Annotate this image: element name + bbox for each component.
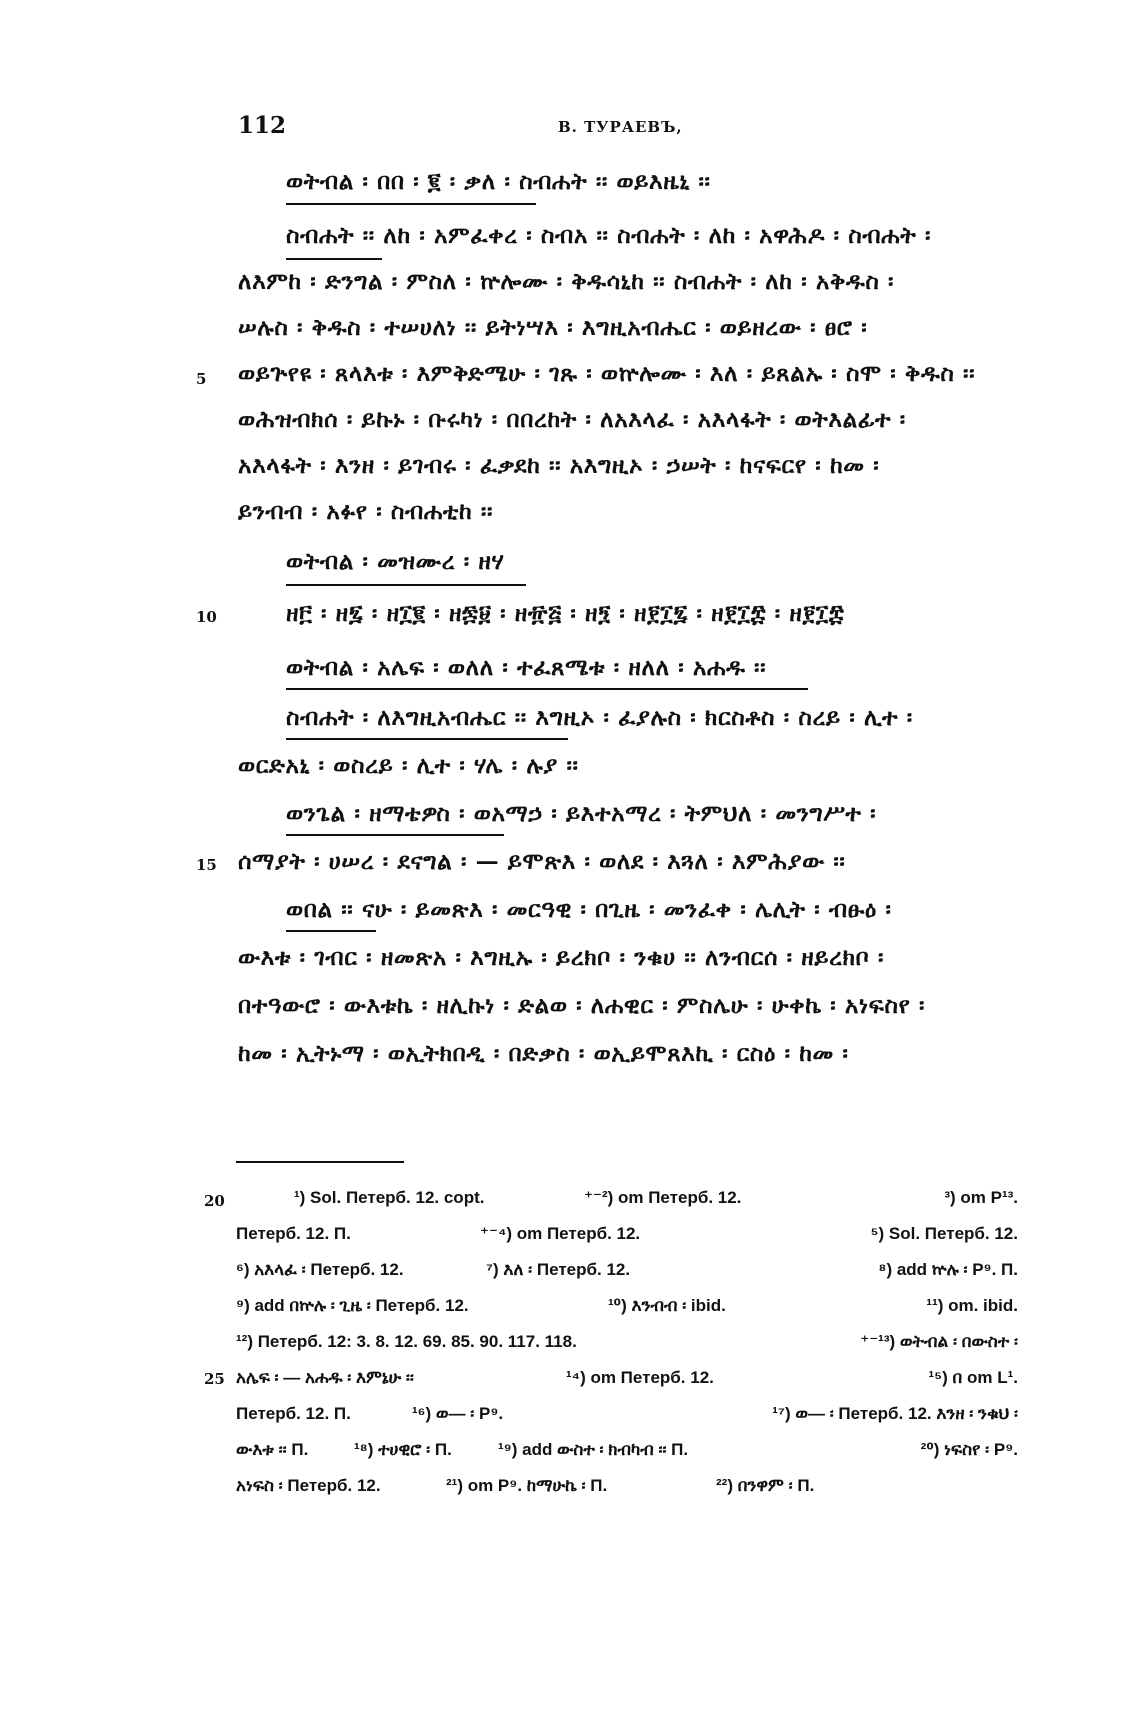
footnote: ⁶) አእላፈ ፡ Петерб. 12. [236, 1260, 404, 1279]
footnote: ¹⁶) ወ— ፡ P⁹. [412, 1404, 504, 1423]
page-header [238, 112, 1018, 152]
text-line: ከመ ፡ ኢትኑማ ፡ ወኢትክበዲ ፡ በድቃስ ፡ ወኢይሞጸእኪ ፡ ርስዕ ፡ ከመ ፡ [238, 1040, 849, 1067]
line-number: 25 [204, 1370, 225, 1388]
rubric-underline [286, 688, 808, 690]
footnote: ²²) በንዋም ፡ П. [716, 1476, 815, 1495]
footnote: ¹) Sol. Петерб. 12. copt. [294, 1188, 485, 1207]
footnote-line [236, 1224, 1018, 1258]
footnote: ⁺⁻¹³) ወትብል ፡ በውስተ ፡ [860, 1332, 1018, 1351]
rubric-underline [286, 203, 536, 205]
text-line: ወትብል ፡ አሌፍ ፡ ወለለ ፡ ተፈጸሜቱ ፡ ዘለለ ፡ አሐዱ ፡፡ [286, 654, 767, 681]
line-number: 15 [196, 856, 217, 874]
footnote-line [236, 1332, 1018, 1366]
text-line: ስብሐት ፡ ለእግዚአብሔር ፡፡ እግዚኦ ፡ ፈያሉስ ፡ ክርስቶስ ፡ ስረይ ፡ ሊተ ፡ [286, 704, 913, 731]
text-line: ወትብል ፡ በበ ፡ ፪ ፡ ቃለ ፡ ስብሐት ፡፡ ወይእዜኒ ፡፡ [286, 168, 711, 195]
text-line: ወበል ፡፡ ናሁ ፡ ይመጽእ ፡ መርዓዊ ፡ በጊዜ ፡ መንፈቀ ፡ ሌሊት ፡ ብፁዕ ፡ [286, 896, 892, 923]
footnote-line [236, 1476, 1018, 1510]
footnote: ¹⁵) በ om L¹. [928, 1368, 1018, 1387]
footnote: ¹²) Петерб. 12: 3. 8. 12. 69. 85. 90. 117. 118. [236, 1332, 577, 1351]
text-line: ወርድአኒ ፡ ወስረይ ፡ ሊተ ፡ ሃሌ ፡ ሉያ ፡፡ [238, 752, 579, 779]
footnote: Петерб. 12. П. [236, 1224, 351, 1243]
rubric-underline [286, 834, 504, 836]
running-title: В. ТУРАЕВЪ, [558, 118, 683, 136]
footnote: ¹⁴) om Петерб. 12. [566, 1368, 714, 1387]
footnote: ¹⁹) add ውስተ ፡ ክብካብ ፡፡ П. [498, 1440, 689, 1459]
line-number: 5 [196, 370, 207, 388]
footnote: ¹⁰) እንብብ ፡ ibid. [608, 1296, 726, 1315]
footnote: ⁵) Sol. Петерб. 12. [870, 1224, 1018, 1243]
text-line: ውእቱ ፡ ገብር ፡ ዘመጽአ ፡ እግዚኡ ፡ ይረክቦ ፡ ንቁሀ ፡፡ ለንብርሰ ፡ ዘይረክቦ ፡ [238, 944, 885, 971]
line-number: 10 [196, 608, 217, 626]
footnote: ⁺⁻²) om Петерб. 12. [584, 1188, 742, 1207]
footnote-line [294, 1188, 1018, 1222]
footnote: ⁸) add ኵሉ ፡ P⁹. П. [878, 1260, 1018, 1279]
footnote-line [236, 1404, 1018, 1438]
footnote: ²¹) om P⁹. ከማሁኬ ፡ П. [446, 1476, 608, 1495]
text-line: ሠሉስ ፡ ቅዱስ ፡ ተሠሀለነ ፡፡ ይትነሣእ ፡ እግዚአብሔር ፡ ወይዘረው ፡ ፀሮ ፡ [238, 314, 868, 341]
footnote: Петерб. 12. П. [236, 1404, 351, 1423]
footnote-line [236, 1440, 1018, 1474]
footnote: ⁺⁻⁴) om Петерб. 12. [480, 1224, 641, 1243]
footnote: ³) om P¹³. [944, 1188, 1018, 1207]
footnote-separator [236, 1161, 404, 1163]
footnote: ¹⁷) ወ— ፡ Петерб. 12. እንዘ ፡ ንቁህ ፡ [772, 1404, 1018, 1423]
footnote: ⁹) add በኵሉ ፡ ጊዜ ፡ Петерб. 12. [236, 1296, 469, 1315]
rubric-underline [286, 738, 568, 740]
text-line: ስብሐት ፡፡ ለከ ፡ አምፈቀረ ፡ ስብአ ፡፡ ስብሐት ፡ ለከ ፡ አዋሕዶ ፡ ስብሐት ፡ [286, 222, 932, 249]
rubric-underline [286, 258, 382, 260]
footnote: ⁷) እለ ፡ Петерб. 12. [486, 1260, 631, 1279]
text-line: ለእምከ ፡ ድንግል ፡ ምስለ ፡ ኵሎሙ ፡ ቅዱሳኒከ ፡፡ ስብሐት ፡ ለከ ፡ አቅዱስ ፡ [238, 268, 895, 295]
text-line: አእላፋት ፡ እንዘ ፡ ይገብሩ ፡ ፈቃደከ ፡፡ አእግዚኦ ፡ ኃሠት ፡ ከናፍርየ ፡ ከመ ፡ [238, 452, 880, 479]
text-line: ወትብል ፡ መዝሙረ ፡ ዘሃ [286, 548, 505, 575]
footnote: ¹⁸) ተሀዊሮ ፡ П. [354, 1440, 452, 1459]
footnote-line [236, 1296, 1018, 1330]
text-line: ወይጕየዩ ፡ ጸላእቱ ፡ እምቅድሜሁ ፡ ገጹ ፡ ወኵሎሙ ፡ እለ ፡ ይጸልኡ ፡ ስሞ ፡ ቅዱስ ፡፡ [238, 360, 976, 387]
footnote-line [236, 1368, 1018, 1402]
footnote: አሌፍ ፡ — አሐዱ ፡ እምኔሁ ፡፡ [236, 1368, 414, 1387]
footnote: አነፍስ ፡ Петерб. 12. [236, 1476, 381, 1495]
text-line: ሰማያት ፡ ሀሠረ ፡ ደናግል ፡ — ይሞጽእ ፡ ወለደ ፡ እጓለ ፡ እምሕያው ፡፡ [238, 848, 846, 875]
text-line: በተዓውሮ ፡ ውእቱኬ ፡ ዘሊኩነ ፡ ድልወ ፡ ለሐዊር ፡ ምስሌሁ ፡ ሁቀኬ ፡ አነፍስየ ፡ [238, 992, 926, 1019]
text-line: ወንጌል ፡ ዘማቴዎስ ፡ ወአማኃ ፡ ይእተአማረ ፡ ትምህለ ፡ መንግሥተ ፡ [286, 800, 877, 827]
page-number: 112 [238, 112, 287, 139]
text-line: ዘ፫ ፡ ዘ፯ ፡ ዘ፲፪ ፡ ዘ፷፱ ፡ ዘ፹፭ ፡ ዘ፺ ፡ ዘ፻፲፯ ፡ ዘ፻፲፰ ፡ ዘ፻፲፰ [286, 600, 845, 627]
footnote: ²⁰) ነፍስየ ፡ P⁹. [920, 1440, 1018, 1459]
footnote-line [236, 1260, 1018, 1294]
rubric-underline [286, 930, 376, 932]
text-line: ይንብብ ፡ አፉየ ፡ ስብሐቲከ ፡፡ [238, 498, 493, 525]
footnote: ¹¹) om. ibid. [926, 1296, 1018, 1315]
rubric-underline [286, 584, 526, 586]
text-line: ወሕዝብክሰ ፡ ይኩኑ ፡ ቡሩካነ ፡ በበረከት ፡ ለአእላፈ ፡ አእላፋት ፡ ወትእልፊተ ፡ [238, 406, 906, 433]
line-number: 20 [204, 1192, 225, 1210]
footnote: ውእቱ ፡፡ П. [236, 1440, 309, 1459]
